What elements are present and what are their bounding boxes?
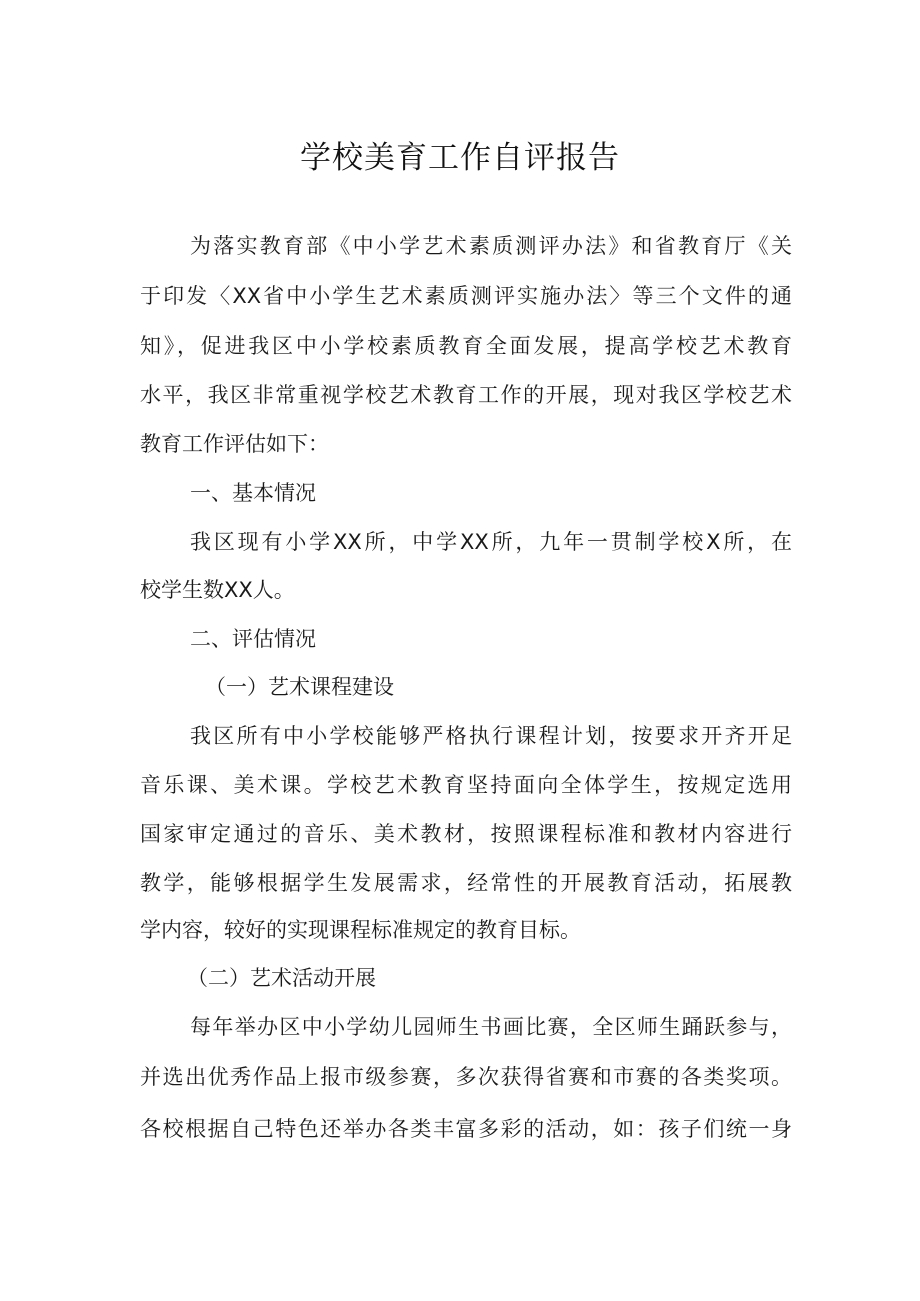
sub2-line-2: 并选出优秀作品上报市级参赛，多次获得省赛和市赛的各类奖项。 (140, 1065, 792, 1089)
sub2-line-3: 各校根据自己特色还举办各类丰富多彩的活动，如：孩子们统一身 (140, 1117, 792, 1141)
section-heading-assessment: 二、评估情况 (190, 627, 316, 651)
sub2-line-1: 每年举办区中小学幼儿园师生书画比赛，全区师生踊跃参与， (190, 1015, 792, 1039)
sub1-line-1: 我区所有中小学校能够严格执行课程计划，按要求开齐开足 (190, 724, 792, 748)
sub1-line-2: 音乐课、美术课。学校艺术教育坚持面向全体学生，按规定选用 (140, 773, 792, 797)
sub1-line-3: 国家审定通过的音乐、美术教材，按照课程标准和教材内容进行 (140, 822, 792, 846)
section1-line-1: 我区现有小学XX所，中学XX所，九年一贯制学校X所，在 (190, 530, 792, 554)
intro-line-3: 知》，促进我区中小学校素质教育全面发展，提高学校艺术教育 (140, 334, 792, 358)
intro-line-1: 为落实教育部《中小学艺术素质测评办法》和省教育厅《关 (190, 234, 792, 258)
intro-line-2: 于印发〈XX省中小学生艺术素质测评实施办法〉等三个文件的通 (140, 284, 792, 308)
subsection-heading-curriculum: （一）艺术课程建设 (205, 675, 394, 699)
subsection-heading-activities: （二）艺术活动开展 (187, 966, 376, 990)
section1-line-2: 校学生数XX人。 (140, 578, 295, 602)
sub1-line-5: 学内容，较好的实现课程标准规定的教育目标。 (140, 918, 581, 942)
document-title: 学校美育工作自评报告 (300, 140, 620, 176)
sub1-line-4: 教学，能够根据学生发展需求，经常性的开展教育活动，拓展教 (140, 871, 792, 895)
intro-line-5: 教育工作评估如下： (140, 432, 329, 456)
intro-line-4: 水平，我区非常重视学校艺术教育工作的开展，现对我区学校艺术 (140, 383, 792, 407)
section-heading-basic: 一、基本情况 (190, 481, 316, 505)
